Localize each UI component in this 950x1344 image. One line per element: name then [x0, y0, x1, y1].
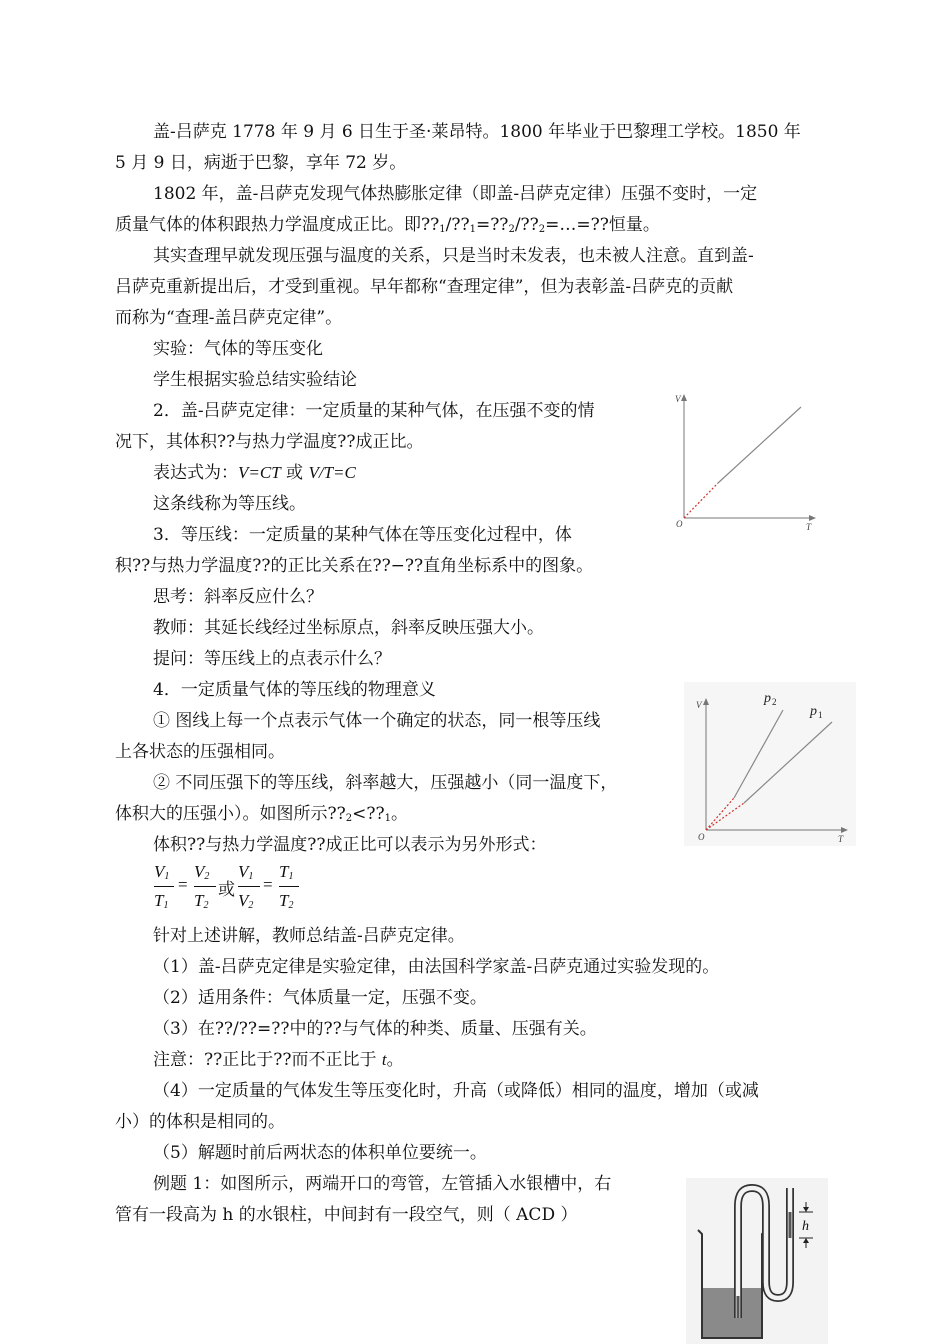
para-meaning2-line2: 体积大的压强小）。如图所示$??_2<??_1$。	[115, 804, 408, 824]
para-meaning2-line1: ② 不同压强下的等压线，斜率越大，压强越小（同一温度下，	[153, 773, 618, 793]
formula	[150, 862, 310, 916]
para-isobar-line2: 积??与热力学温度??的正比关系在??−??直角坐标系中的图象。	[115, 556, 594, 576]
formula-v2: $V_2$	[194, 862, 210, 882]
para-point5: （5）解题时前后两状态的体积单位要统一。	[153, 1143, 487, 1163]
graph-background	[684, 682, 856, 846]
formula-eq1: =	[178, 875, 188, 894]
origin-label: O	[676, 519, 683, 529]
isobar-extension-dashed	[684, 483, 718, 518]
para-meaning1-line2: 上各状态的压强相同。	[115, 742, 285, 762]
label-p1: p	[810, 704, 817, 719]
formula-eq2: =	[263, 875, 273, 894]
v-axis-label: V	[696, 700, 702, 710]
para-bio-line1: 盖-吕萨克 1778 年 9 月 6 日生于圣·莱昂特。1800 年毕业于巴黎理工学校。1850 年	[153, 122, 801, 142]
formula-t1: $T_1$	[154, 891, 169, 911]
para-other-form: 体积??与热力学温度??成正比可以表示为另外形式：	[153, 835, 547, 855]
formula-t2: $T_2$	[194, 891, 209, 911]
para-isobar-line1: 3．等压线：一定质量的某种气体在等压变化过程中，体	[153, 525, 572, 545]
para-summary: 针对上述讲解，教师总结盖-吕萨克定律。	[153, 926, 465, 946]
para-point4-line1: （4）一定质量的气体发生等压变化时，升高（或降低）相同的温度，增加（或减	[153, 1081, 759, 1101]
v-axis-label: V	[675, 394, 681, 404]
left-tube-mercury	[737, 1296, 740, 1318]
para-teacher: 教师：其延长线经过坐标原点，斜率反映压强大小。	[153, 618, 544, 638]
para-law-line1: 2．盖-吕萨克定律：一定质量的某种气体，在压强不变的情	[153, 401, 595, 421]
para-point4-line2: 小）的体积是相同的。	[115, 1112, 285, 1132]
formula-v2b: $V_2$	[238, 891, 254, 911]
para-point3: （3）在??/??=??中的??与气体的种类、质量、压强有关。	[153, 1019, 597, 1039]
isobar-line	[718, 407, 801, 483]
formula-t2b: $T_2$	[279, 891, 294, 911]
formula-v1b: $V_1$	[238, 862, 254, 882]
para-question: 提问：等压线上的点表示什么？	[153, 649, 391, 669]
v-axis-arrow	[681, 394, 687, 401]
para-isobar-name: 这条线称为等压线。	[153, 494, 306, 514]
para-example-line1: 例题 1：如图所示，两端开口的弯管，左管插入水银槽中，右	[153, 1174, 612, 1194]
para-point1: （1）盖-吕萨克定律是实验定律，由法国科学家盖-吕萨克通过实验发现的。	[153, 957, 720, 977]
para-discovery-line2: 质量气体的体积跟热力学温度成正比。即$??_1/??_1=??_2/??_2=\dots=$??恒量。	[115, 215, 660, 235]
para-charles-line2: 吕萨克重新提出后，才受到重视。早年都称“查理定律”，但为表彰盖-吕萨克的贡献	[115, 277, 734, 297]
para-meaning-heading: 4．一定质量气体的等压线的物理意义	[153, 680, 436, 700]
para-experiment: 实验：气体的等压变化	[153, 339, 323, 359]
para-example-line2: 管有一段高为 h 的水银柱，中间封有一段空气，则（ ACD ）	[115, 1205, 578, 1225]
label-p2-subscript: 2	[772, 697, 777, 707]
label-p2: p	[764, 691, 771, 706]
t-axis-label: T	[838, 834, 844, 844]
para-charles-line1: 其实查理早就发现压强与温度的关系，只是当时未发表，也未被人注意。直到盖-	[153, 246, 754, 266]
para-think: 思考：斜率反应什么？	[153, 587, 323, 607]
para-bio-line2: 5 月 9 日，病逝于巴黎，享年 72 岁。	[115, 153, 407, 173]
two-isobars-graph	[684, 682, 856, 846]
para-note: 注意：??正比于??而不正比于 t。	[153, 1050, 404, 1070]
para-meaning1-line1: ① 图线上每一个点表示气体一个确定的状态，同一根等压线	[153, 711, 601, 731]
para-discovery-line1: 1802 年，盖-吕萨克发现气体热膨胀定律（即盖-吕萨克定律）压强不变时，一定	[153, 184, 758, 204]
bent-tube-figure	[686, 1178, 828, 1344]
formula-or: 或	[218, 880, 235, 900]
para-expression: 表达式为：V=CT 或 V/T=C	[153, 463, 356, 483]
mercury-trough	[703, 1288, 761, 1337]
t-axis-arrow	[809, 515, 816, 521]
isobar-graph	[670, 390, 820, 530]
mercury-column-h	[789, 1212, 792, 1238]
formula-v1: $V_1$	[154, 862, 170, 882]
label-p1-subscript: 1	[818, 710, 823, 720]
label-h: h	[802, 1219, 809, 1234]
t-axis-label: T	[806, 522, 812, 530]
origin-label: O	[698, 832, 705, 842]
para-law-line2: 况下，其体积??与热力学温度??成正比。	[115, 432, 424, 452]
para-students: 学生根据实验总结实验结论	[153, 370, 357, 390]
para-point2: （2）适用条件：气体质量一定，压强不变。	[153, 988, 487, 1008]
para-charles-line3: 而称为“查理-盖吕萨克定律”。	[115, 308, 343, 328]
formula-t1b: $T_1$	[279, 862, 294, 882]
